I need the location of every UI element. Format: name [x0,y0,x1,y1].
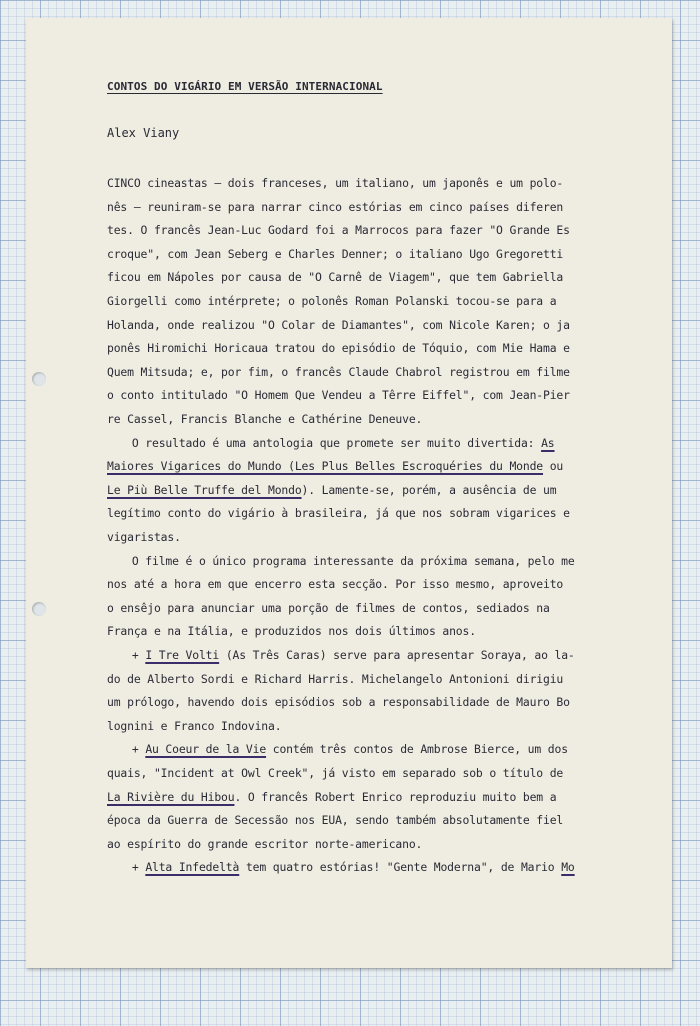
text-segment: re Cassel, Francis Blanche e Cathérine Deneuve. [107,412,423,426]
text-segment: Giorgelli como intérprete; o polonês Roman Polanski tocou-se para a [107,294,557,308]
text-segment: ficou em Nápoles por causa de "O Carnê de Viagem", que tem Gabriella [107,270,564,285]
text-line [107,766,667,780]
text-segment: tem quatro estórias! "Gente Moderna", de Mario [239,860,562,875]
text-segment: (As Três Caras) serve para apresentar Soraya, ao la- [219,648,575,662]
text-segment: vigaristas. [107,530,181,544]
text-line [107,294,667,308]
text-line [107,223,667,237]
text-line [132,860,692,874]
author-name: Alex Viany [107,126,180,140]
text-line [107,365,667,379]
text-line [107,483,667,497]
text-line [107,388,667,402]
underlined-title: Maiores Vigarices do Mundo (Les Plus Belles Escroquéries du Monde [107,459,544,474]
text-line [107,624,667,638]
punch-hole [32,372,46,386]
text-segment: O filme é o único programa interessante da próxima semana, pelo me [131,553,575,568]
text-line [107,412,667,426]
punch-hole [32,602,46,616]
text-segment: + [131,860,146,875]
underlined-title: As [541,435,555,450]
text-line [132,648,692,662]
text-line [107,200,667,214]
text-segment: nês — reuniram-se para narrar cinco estórias em cinco países diferen [107,199,564,214]
text-line [132,554,692,568]
text-line [107,672,667,686]
underlined-title: I Tre Volti [145,648,220,662]
text-segment: contém três contos de Ambrose Bierce, um dos [266,742,568,757]
text-segment: Quem Mitsuda; e, por fim, o francês Claude Chabrol registrou em filme [107,364,570,379]
text-segment: o ensêjo para anunciar uma porção de filmes de contos, sediados na [107,600,550,615]
text-line [107,790,667,804]
text-segment: nos até a hora em que encerro esta secção. Por isso mesmo, aproveito [107,577,564,592]
text-line [107,719,667,733]
text-segment: um prólogo, havendo dois episódios sob a responsabilidade de Mauro Bo [107,695,570,710]
text-segment: O resultado é uma antologia que promete ser muito divertida: [131,435,542,450]
text-segment: ao espírito do grande escritor norte-americano. [107,836,423,851]
text-segment: ponês Hiromichi Horicaua tratou do episódio de Tóquio, com Mie Hama e [107,341,570,356]
underlined-title: La Rivière du Hibou [107,789,235,804]
text-line [132,436,692,450]
text-segment: do de Alberto Sordi e Richard Harris. Michelangelo Antonioni dirigiu [107,671,564,686]
text-segment: + [131,648,146,662]
text-line [107,459,667,473]
text-segment: ). Lamente-se, porém, a ausência de um [301,482,557,497]
underlined-title: Alta Infedeltà [145,860,240,875]
text-line [107,601,667,615]
text-line [107,247,667,261]
text-segment: . O francês Robert Enrico reproduziu muito bem a [234,789,557,804]
text-segment: + [131,742,146,757]
text-line [107,341,667,355]
text-line [107,506,667,520]
text-segment: ou [543,459,564,474]
underlined-title: Au Coeur de la Vie [145,742,267,757]
text-segment: o conto intitulado "O Homem Que Vendeu a Têrre Eiffel", com Jean-Pier [107,388,570,403]
text-segment: época da Guerra de Secessão nos EUA, sendo também absolutamente fiel [107,813,564,828]
text-line [107,577,667,591]
text-segment: França e na Itália, e produzidos nos dois últimos anos. [107,624,476,639]
text-segment: croque", com Jean Seberg e Charles Denner; o italiano Ugo Gregoretti [107,246,564,261]
text-line [107,695,667,709]
text-line [107,813,667,827]
text-segment: quais, "Incident at Owl Creek", já visto em separado sob o título de [107,766,564,780]
text-segment: CINCO cineastas — dois franceses, um italiano, um japonês e um polo- [107,176,564,190]
text-segment: lognini e Franco Indovina. [107,718,282,733]
text-segment: tes. O francês Jean-Luc Godard foi a Marrocos para fazer "O Grande Es [107,223,570,238]
underlined-title: Le Più Belle Truffe del Mondo [107,482,302,497]
text-line [107,837,667,851]
text-line [107,530,667,544]
text-line [107,270,667,284]
text-segment: Holanda, onde realizou "O Colar de Diamantes", com Nicole Karen; o ja [107,317,570,332]
text-line [107,318,667,332]
underlined-title: Mo [561,860,575,875]
text-line [107,176,667,190]
text-segment: legítimo conto do vigário à brasileira, já que nos sobram vigarices e [107,506,570,521]
document-title: CONTOS DO VIGÁRIO EM VERSÃO INTERNACIONAL [107,80,383,93]
text-line [132,742,692,756]
